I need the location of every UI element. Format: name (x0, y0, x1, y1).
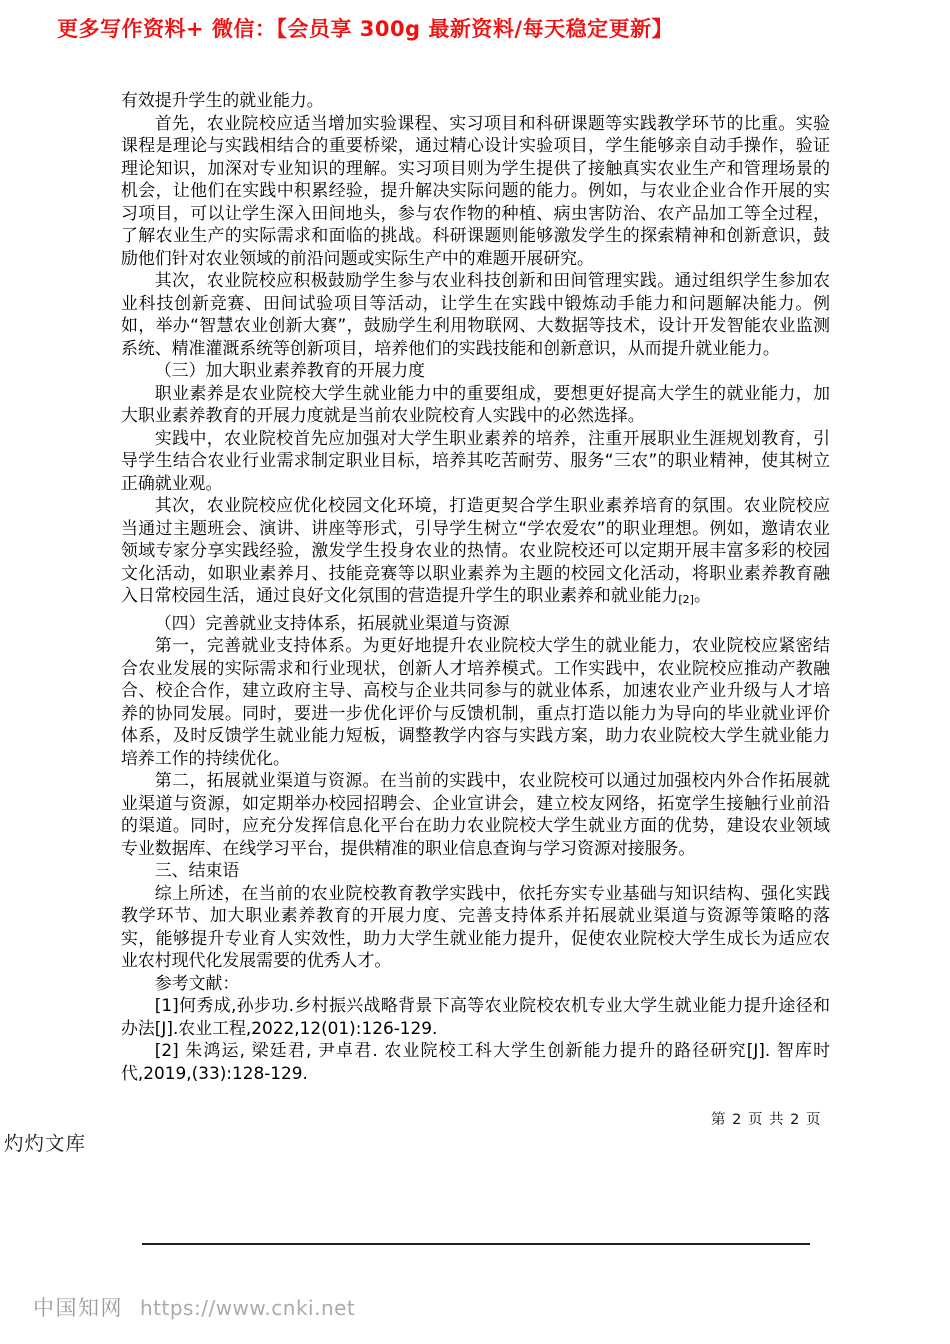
paragraph-text: 其次，农业院校应优化校园文化环境，打造更契合学生职业素养培育的氛围。农业院校应当通过主题班会、演讲、讲座等形式，引导学生树立“学农爱农”的职业理想。例如，邀请农业领域专家分享实践经验，激发学生投身农业的热情。农业院校还可以定期开展丰富多彩的校园文化活动，如职业素养月、技能竞赛等以职业素养为主题的校园文化活动，将职业素养教育融入日常校园生活，通过良好文化氛围的营造提升学生的职业素养和就业能力 (121, 495, 830, 605)
section-heading (121, 972, 830, 995)
paragraph-text: （四）完善就业支持体系，拓展就业渠道与资源 (154, 612, 510, 633)
paragraph-text: 其次，农业院校应积极鼓励学生参与农业科技创新和田间管理实践。通过组织学生参加农业科技创新竞赛、田间试验项目等活动，让学生在实践中锻炼动手能力和问题解决能力。例如，举办“智慧农业创新大赛”，鼓励学生利用物联网、大数据等技术，设计开发智能农业监测系统、精准灌溉系统等创新项目，培养他们的实践技能和创新意识，从而提升就业能力。 (121, 270, 830, 358)
watermark-library: 灼灼文库 (4, 1132, 87, 1155)
reference-item (121, 1039, 830, 1084)
paragraph (121, 882, 830, 972)
paragraph-text: 首先，农业院校应适当增加实验课程、实习项目和科研课题等实践教学环节的比重。实验课程是理论与实践相结合的重要桥梁，通过精心设计实验项目，学生能够亲自动手操作，验证理论知识，加深对专业知识的理解。实习项目则为学生提供了接触真实农业生产和管理场景的机会，让他们在实践中积累经验，提升解决实际问题的能力。例如，与农业企业合作开展的实习项目，可以让学生深入田间地头，参与农作物的种植、病虫害防治、农产品加工等全过程，了解农业生产的实际需求和面临的挑战。科研课题则能够激发学生的探索精神和创新意识，鼓励他们针对农业领域的前沿问题或实际生产中的难题开展研究。 (121, 112, 830, 268)
paragraph-text: 参考文献： (154, 972, 240, 993)
document-body (121, 89, 830, 1084)
citation-marker: [2] (678, 593, 694, 606)
section-heading (121, 359, 830, 382)
paragraph-text: [2] 朱鸿运, 梁廷君, 尹卓君. 农业院校工科大学生创新能力提升的路径研究[J]. 智库时代,2019,(33):128-129. (121, 1040, 830, 1083)
footer-divider (142, 1243, 810, 1245)
cnki-footer (33, 1292, 355, 1322)
paragraph-text: 。 (693, 585, 711, 605)
cnki-url: https://www.cnki.net (140, 1296, 356, 1320)
section-heading (121, 612, 830, 635)
paragraph-text: 第二，拓展就业渠道与资源。在当前的实践中，农业院校可以通过加强校内外合作拓展就业渠道与资源，如定期举办校园招聘会、企业宣讲会，建立校友网络，拓宽学生接触行业前沿的渠道。同时，应充分发挥信息化平台在助力农业院校大学生就业方面的优势，建设农业领域专业数据库、在线学习平台，提供精准的职业信息查询与学习资源对接服务。 (121, 770, 830, 858)
paragraph (121, 382, 830, 427)
paragraph-text: 实践中，农业院校首先应加强对大学生职业素养的培养，注重开展职业生涯规划教育，引导学生结合农业行业需求制定职业目标，培养其吃苦耐劳、服务“三农”的职业精神，使其树立正确就业观。 (121, 427, 830, 493)
paragraph-text: 三、结束语 (154, 860, 240, 880)
paragraph-text: （三）加大职业素养教育的开展力度 (154, 360, 426, 380)
section-heading (121, 859, 830, 882)
paragraph (121, 112, 830, 270)
cnki-logo-text: 中国知网 (33, 1296, 123, 1320)
page-number: 第 2 页 共 2 页 (711, 1112, 822, 1128)
paragraph (121, 494, 830, 612)
reference-item (121, 994, 830, 1039)
paragraph-text: 综上所述，在当前的农业院校教育教学实践中，依托夯实专业基础与知识结构、强化实践教学环节、加大职业素养教育的开展力度、完善支持体系并拓展就业渠道与资源等策略的落实，能够提升专业育人实效性，助力大学生就业能力提升，促使农业院校大学生成长为适应农业农村现代化发展需要的优秀人才。 (121, 882, 830, 970)
paragraph (121, 769, 830, 859)
paragraph-text: 第一，完善就业支持体系。为更好地提升农业院校大学生的就业能力，农业院校应紧密结合农业发展的实际需求和行业现状，创新人才培养模式。工作实践中，农业院校应推动产教融合、校企合作，建立政府主导、高校与企业共同参与的就业体系，加速农业产业升级与人才培养的协同发展。同时，要进一步优化评价与反馈机制，重点打造以能力为导向的毕业就业评价体系，及时反馈学生就业能力短板，调整教学内容与实践方案，助力农业院校大学生就业能力培养工作的持续优化。 (121, 635, 830, 768)
paragraph (121, 269, 830, 359)
paragraph (121, 89, 830, 112)
paragraph-text: 有效提升学生的就业能力。 (121, 90, 324, 110)
paragraph (121, 427, 830, 495)
paragraph-text: 职业素养是农业院校大学生就业能力中的重要组成，要想更好提高大学生的就业能力，加大职业素养教育的开展力度就是当前农业院校育人实践中的必然选择。 (121, 382, 830, 425)
paragraph (121, 634, 830, 769)
paragraph-text: [1]何秀成,孙步功.乡村振兴战略背景下高等农业院校农机专业大学生就业能力提升途径和办法[J].农业工程,2022,12(01):126-129. (121, 995, 830, 1038)
promo-banner: 更多写作资料+ 微信：【会员享 300g 最新资料/每天稳定更新】 (57, 17, 674, 41)
